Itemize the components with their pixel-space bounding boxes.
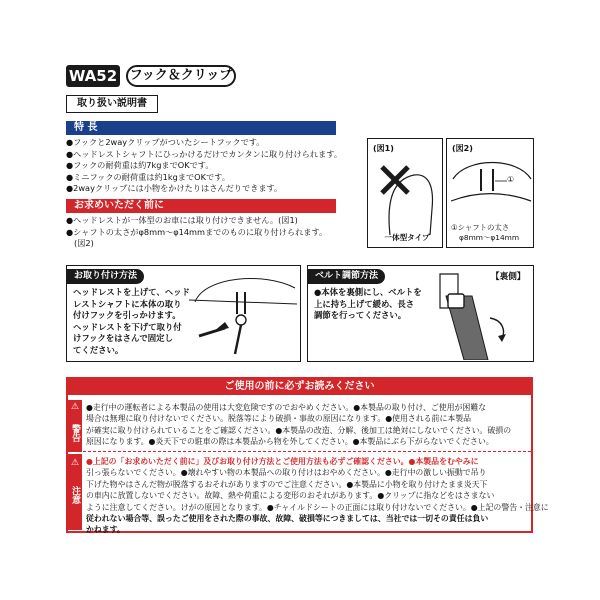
back-side-label: 【裏側】 <box>491 272 526 282</box>
belt-panel <box>307 265 534 362</box>
figure-2 <box>446 138 534 248</box>
shaft-marker: ① <box>507 175 515 184</box>
belt-illustration <box>428 268 532 360</box>
belt-heading: ベルト調節方法 <box>308 269 385 284</box>
list-item: ●ヘッドレストシャフトにひっかけるだけでカンタンに取り付けられます。 <box>66 148 342 159</box>
manual-label: 取り扱い説明書 <box>66 95 158 113</box>
list-item: ●ヘッドレストが一体型のお車には取り付けできません。(図1) <box>66 215 298 225</box>
install-instructions: ヘッドレストを上げて、ヘッド レストシャフトに本体の取り 付けフックを引っかけます。 ヘッドレストを下げて取り付 けフックをはさんで固定し てください。 <box>73 287 190 355</box>
list-item: ●シャフトの太さがφ8mm〜φ14mmまでのものに取り付けられます。 <box>66 226 328 237</box>
install-illustration <box>185 268 299 360</box>
list-item: ●フックと2wayクリップがついたシートフックです。 <box>66 137 265 147</box>
list-item: ●フックの耐荷重は約7kgまでOKです。 <box>66 160 214 171</box>
install-panel <box>66 265 301 362</box>
figure-1 <box>367 138 443 248</box>
product-code: WA52 <box>66 65 120 87</box>
belt-instructions: ●本体を裏側にし、ベルトを 上に持ち上げて緩め、長さ 調節を行ってください。 <box>314 287 422 321</box>
caution-triangle-icon: ⚠ <box>70 458 80 468</box>
install-heading: お取り付け方法 <box>67 269 144 284</box>
purchase-list <box>66 215 356 250</box>
integrated-headrest-illustration <box>368 139 442 247</box>
warning-title: ご使用の前に必ずお読みください <box>68 379 531 395</box>
product-title: フック＆クリップ <box>126 65 236 87</box>
keikoku-tab: ⚠ 警告 <box>68 400 82 452</box>
warning-triangle-icon: ⚠ <box>70 402 80 412</box>
figure-2-caption-2: φ8mm〜φ14mm <box>459 233 520 242</box>
list-item: ●2wayクリップには小物をかけたりはさんだりできます。 <box>66 183 283 194</box>
list-item: (図2) <box>74 238 94 249</box>
chui-text: ●上記の「お求めいただく前に」及びお取り付け方法とご使用方法も必ずご確認ください。●本製品をむやみに 引っ張らないでください。●壊れやすい物の本製品への取り付けはおやめください。●走行中の激しい振動で吊り 下げた物やはさんだ物が脱落するおそれがありますのでご注意ください。●本製品に小物を取り付けたまま炎天下 の車内に放置しないでください。故障、熱や荷重による変形のおそれがあります。●クリップに指などをはさまない ように注意してください。けがの原因となります。●チャイルドシートの正面には取り付けないでください。●上記の警告・注意に 従われない場合等、誤ったご使用をされた際の事故、故障、破損等につきましては、当社では一切その責任は負い かねます。 <box>86 457 549 535</box>
figure-2-label: (図2) <box>452 144 473 153</box>
list-item: ●ミニフックの耐荷重は約1kgまでOKです。 <box>66 171 230 182</box>
figure-1-caption: 一体型タイプ <box>384 233 430 242</box>
keikoku-text: ●走行中の運転者による本製品の使用は大変危険ですのでおやめください。●本製品の取り付け、ご使用が困難な 場合は無理に取り付けないでください。脱落等により破損・事故の原因になります。●使用される前に本製品 が確実に取り付けられていることをご確認ください。●本製品の改造、分解、後加工は絶対にしないでください。破損の 原因になります。●炎天下での駐車の際は本製品から物を外してください。●本製品にぶら下がらないでください。 <box>86 403 512 447</box>
figure-2-caption-1: ①シャフトの太さ <box>451 223 510 232</box>
chui-tab: ⚠ 注意 <box>68 454 82 530</box>
warning-divider <box>68 451 531 452</box>
features-heading: 特 長 <box>66 121 336 135</box>
figure-1-label: (図1) <box>373 144 394 153</box>
purchase-heading: お求めいただく前に <box>66 199 336 213</box>
features-list <box>66 137 356 195</box>
